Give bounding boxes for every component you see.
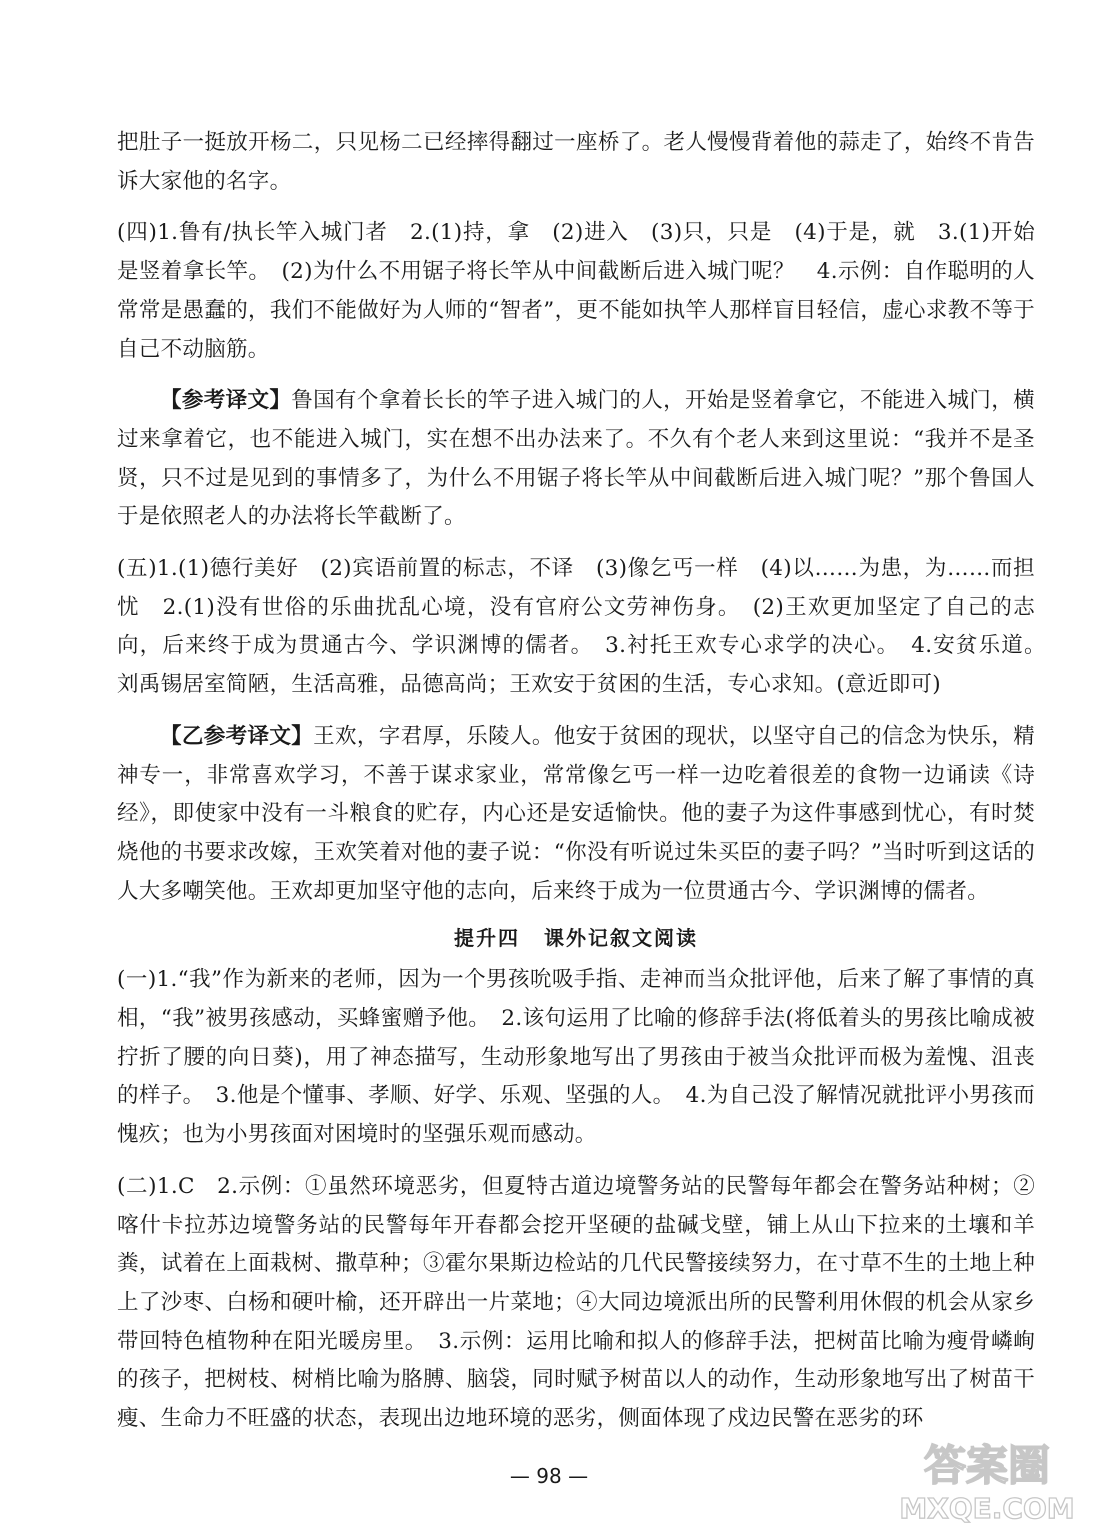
section-heading-part2: 课外记叙文阅读 — [544, 926, 698, 951]
reference-translation-2 — [117, 718, 1035, 912]
translation-text: 鲁国有个拿着长长的竿子进入城门的人，开始是竖着拿它，不能进入城门，横过来拿着它，也不能进入城门，实在想不出办法来了。不久有个老人来到这里说：“我并不是圣贤，只不过是见到的事情多了，为什么不用锯子将长竿从中间截断后进入城门呢？”那个鲁国人于是依照老人的办法将长竿截断了。 — [117, 388, 1035, 530]
section-heading-part1: 提升四 — [454, 926, 520, 951]
answer-section-5: (五)1.(1)德行美好 (2)宾语前置的标志，不译 (3)像乞丐一样 (4)以……为患，为……而担忧 2.(1)没有世俗的乐曲扰乱心境，没有官府公文劳神伤身。 (2)王欢更加坚定了自己的志向，后来终于成为贯通古今、学识渊博的儒者。 3.衬托王欢专心求学的决心。 4.安贫乐道。 刘禹锡居室简陋，生活高雅，品德高尚；王欢安于贫困的生活，专心求知。(意近即可) — [117, 556, 1057, 698]
answer-section-1: (一)1.“我”作为新来的老师，因为一个男孩吮吸手指、走神而当众批评他，后来了解了事情的真相，“我”被男孩感动，买蜂蜜赠予他。 2.该句运用了比喻的修辞手法(将低着头的男孩比喻成被拧折了腰的向日葵)，用了神态描写，生动形象地写出了男孩由于被当众批评而极为羞愧、沮丧的样子。 3.他是个懂事、孝顺、好学、乐观、坚强的人。 4.为自己没了解情况就批评小男孩而愧疚；也为小男孩面对困境时的坚强乐观而感动。 — [117, 967, 1035, 1148]
watermark-logo — [885, 1430, 1090, 1528]
watermark-en: MXQE.COM — [899, 1492, 1075, 1525]
translation-tag: 【乙参考译文】 — [160, 723, 314, 749]
watermark-cn: 答案圈 — [923, 1441, 1051, 1490]
answer-section-4: (四)1.鲁有/执长竿入城门者 2.(1)持，拿 (2)进入 (3)只，只是 (4)于是，就 3.(1)开始是竖着拿长竿。 (2)为什么不用锯子将长竿从中间截断后进入城门呢？ 4.示例：自作聪明的人常常是愚蠢的，我们不能做好为人师的“智者”，更不能如执竿人那样盲目轻信，虚心求教不等于自己不动脑筋。 — [117, 220, 1035, 362]
page-content — [117, 124, 1057, 1439]
paragraph-continuation: 把肚子一挺放开杨二，只见杨二已经摔得翻过一座桥了。老人慢慢背着他的蒜走了，始终不肯告诉大家他的名字。 — [117, 130, 1035, 194]
answer-section-2: (二)1.C 2.示例：①虽然环境恶劣，但夏特古道边境警务站的民警每年都会在警务站种树；②喀什卡拉苏边境警务站的民警每年开春都会挖开坚硬的盐碱戈壁，铺上从山下拉来的土壤和羊粪，试着在上面栽树、撒草种；③霍尔果斯边检站的几代民警接续努力，在寸草不生的土地上种上了沙枣、白杨和硬叶榆，还开辟出一片菜地；④大同边境派出所的民警利用休假的机会从家乡带回特色植物种在阳光暖房里。 3.示例：运用比喻和拟人的修辞手法，把树苗比喻为瘦骨嶙峋的孩子，把树枝、树梢比喻为胳膊、脑袋，同时赋予树苗以人的动作，生动形象地写出了树苗干瘦、生命力不旺盛的状态，表现出边地环境的恶劣，侧面体现了戍边民警在恶劣的环 — [117, 1173, 1035, 1432]
reference-translation-1 — [117, 382, 1035, 537]
translation-tag: 【参考译文】 — [160, 388, 292, 414]
section-heading — [117, 919, 1035, 957]
translation-text: 王欢，字君厚，乐陵人。他安于贫困的现状，以坚守自己的信念为快乐，精神专一，非常喜欢学习，不善于谋求家业，常常像乞丐一样一边吃着很差的食物一边诵读《诗经》，即使家中没有一斗粮食的贮存，内心还是安适愉快。他的妻子为这件事感到忧心，有时焚烧他的书要求改嫁，王欢笑着对他的妻子说：“你没有听说过朱买臣的妻子吗？”当时听到这话的人大多嘲笑他。王欢却更加坚守他的志向，后来终于成为一位贯通古今、学识渊博的儒者。 — [117, 723, 1035, 904]
page-number: — 98 — — [509, 1464, 589, 1488]
